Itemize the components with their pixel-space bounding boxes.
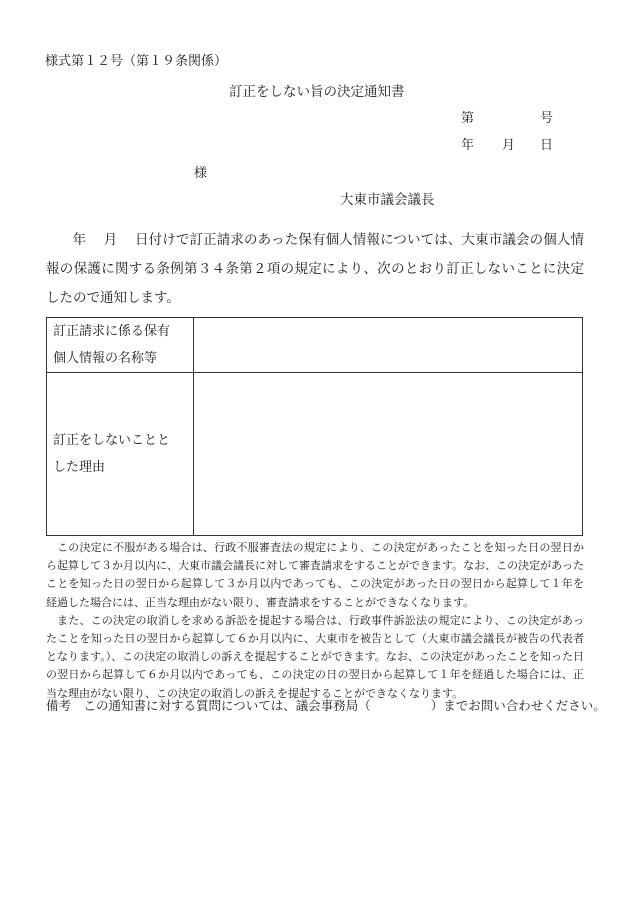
doc-number-go: 号 <box>540 111 554 126</box>
note-appeal: この決定に不服がある場合は、行政不服審査法の規定により、この決定があったことを知った日の翌日から起算して３か月以内に、大東市議会議長に対して審査請求をすることができます。なお、この決定があったことを知った日の翌日から起算して３か月以内であっても、この決定があった日の翌日から起算して１年を経過した場合には、正当な理由がない限り、審査請求をすることができなくなります。 <box>46 541 585 609</box>
remark-label: 備考 <box>46 698 72 713</box>
reason-label: 訂正をしないことと した理由 <box>47 373 194 536</box>
issuer: 大東市議会議長 <box>340 192 435 208</box>
addressee-suffix: 様 <box>194 166 208 181</box>
date-month: 月 <box>502 138 516 153</box>
notification-body <box>46 226 584 313</box>
note-lawsuit: また、この決定の取消しを求める訴訟を提起する場合は、行政事件訴訟法の規定により、この決定があったことを知った日の翌日から起算して６か月以内に、大東市を被告として（大東市議会議長が被告の代表者となります。）、この決定の取消しの訴えを提起することができます。なお、この決定があったことを知った日の翌日から起算して６か月以内であっても、この決定の日の翌日から起算して１年を経過した場合には、正当な理由がない限り、この決定の取消しの訴えを提起することができなくなります。 <box>46 613 584 700</box>
body-year: 年 <box>72 232 87 248</box>
notes <box>46 539 584 703</box>
remark <box>46 696 606 714</box>
name-label: 訂正請求に係る保有 個人情報の名称等 <box>47 318 194 373</box>
date-day: 日 <box>540 138 554 153</box>
document-title: 訂正をしない旨の決定通知書 <box>229 84 405 100</box>
form-number: 様式第１２号（第１９条関係） <box>45 54 228 69</box>
remark-text-before: この通知書に対する質問については、議会事務局（ <box>83 698 371 713</box>
doc-number-dai: 第 <box>461 111 475 126</box>
remark-text-after: ）までお問い合わせください。 <box>430 698 606 713</box>
name-value[interactable] <box>194 318 583 373</box>
table-row <box>47 373 583 536</box>
info-table <box>46 317 583 536</box>
reason-value[interactable] <box>194 373 583 536</box>
body-text: 日付けで訂正請求のあった保有個人情報については、大東市議会の個人情報の保護に関する条例第３４条第２項の規定により、次のとおり訂正しないことに決定したので通知します。 <box>46 232 585 306</box>
date-year: 年 <box>461 138 475 153</box>
body-month: 月 <box>103 232 118 248</box>
table-row <box>47 318 583 373</box>
